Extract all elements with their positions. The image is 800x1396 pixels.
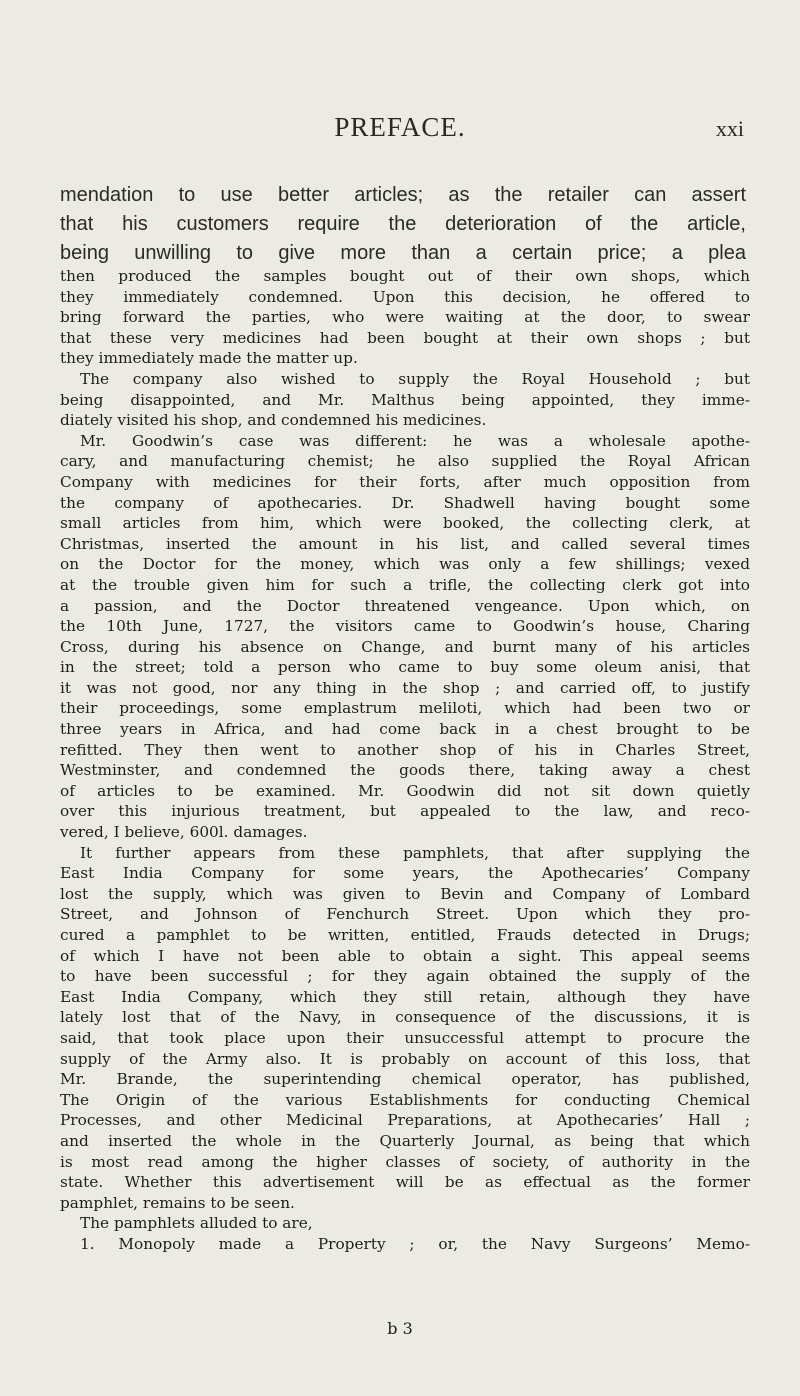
text-line: being disappointed, and Mr. Malthus being appointed, they imme- (60, 390, 750, 409)
text-line: at the trouble given him for such a trifle, the collecting clerk got into (60, 575, 750, 594)
text-line: being unwilling to give more than a certain price; a plea (60, 242, 746, 264)
text-line: Cross, during his absence on Change, and burnt many of his articles (60, 637, 750, 656)
text-line: said, that took place upon their unsuccessful attempt to procure the (60, 1028, 750, 1047)
text-line: pamphlet, remains to be seen. (60, 1193, 295, 1212)
text-line: Processes, and other Medicinal Preparations, at Apothecaries’ Hall ; (60, 1111, 750, 1130)
text-line: Mr. Goodwin’s case was different: he was a wholesale apothe- (80, 431, 750, 450)
running-head-title: PREFACE. (334, 112, 466, 142)
text-line: Company with medicines for their forts, after much opposition from (60, 472, 750, 491)
text-line: Street, and Johnson of Fenchurch Street. Upon which they pro- (60, 905, 750, 924)
text-line: they immediately made the matter up. (60, 349, 358, 368)
text-line: their proceedings, some emplastrum meliloti, which had been two or (60, 699, 750, 718)
text-line: supply of the Army also. It is probably on account of this loss, that (60, 1049, 750, 1068)
text-line: the 10th June, 1727, the visitors came to Goodwin’s house, Charing (60, 617, 750, 636)
text-line: East India Company, which they still retain, although they have (60, 987, 750, 1006)
text-line: to have been successful ; for they again obtained the supply of the (60, 967, 750, 986)
text-line: Mr. Brande, the superintending chemical operator, has published, (60, 1070, 750, 1089)
text-line: of articles to be examined. Mr. Goodwin did not sit down quietly (60, 781, 750, 800)
text-line: diately visited his shop, and condemned his medicines. (60, 411, 487, 430)
text-line: The company also wished to supply the Royal Household ; but (80, 369, 750, 388)
text-line: bring forward the parties, who were waiting at the door, to swear (60, 308, 750, 327)
text-line: is most read among the higher classes of society, of authority in the (60, 1152, 750, 1171)
text-line: on the Doctor for the money, which was only a few shillings; vexed (60, 555, 750, 574)
text-line: East India Company for some years, the Apothecaries’ Company (60, 864, 750, 883)
text-line: then produced the samples bought out of their own shops, which (60, 267, 750, 285)
text-line: it was not good, nor any thing in the shop ; and carried off, to justify (60, 678, 750, 697)
text-line: The Origin of the various Establishments for conducting Chemical (60, 1090, 750, 1109)
text-line: over this injurious treatment, but appealed to the law, and reco- (60, 802, 750, 821)
text-line: that his customers require the deterioration of the article, (60, 213, 746, 235)
text-line: in the street; told a person who came to buy some oleum anisi, that (60, 658, 750, 677)
text-line: state. Whether this advertisement will be as effectual as the former (60, 1173, 750, 1192)
text-line: that these very medicines had been bought at their own shops ; but (60, 328, 750, 347)
text-line: Christmas, inserted the amount in his list, and called several times (60, 534, 750, 553)
text-line: Westminster, and condemned the goods there, taking away a chest (60, 761, 750, 780)
text-line: 1. Monopoly made a Property ; or, the Navy Surgeons’ Memo- (80, 1234, 750, 1253)
text-line: three years in Africa, and had come back in a chest brought to be (60, 720, 750, 739)
text-line: lost the supply, which was given to Bevin and Company of Lombard (60, 884, 750, 903)
text-line: The pamphlets alluded to are, (80, 1214, 313, 1233)
page-number: xxi (715, 116, 744, 141)
text-line: cary, and manufacturing chemist; he also supplied the Royal African (60, 452, 750, 471)
text-line: the company of apothecaries. Dr. Shadwell having bought some (60, 493, 750, 512)
text-line: of which I have not been able to obtain a sight. This appeal seems (60, 946, 750, 965)
text-line: refitted. They then went to another shop of his in Charles Street, (60, 740, 750, 759)
body-text (60, 266, 750, 1255)
text-line: they immediately condemned. Upon this decision, he offered to (60, 287, 750, 306)
signature-mark: b 3 (387, 1319, 413, 1338)
text-line: mendation to use better articles; as the retailer can assert (60, 184, 746, 206)
text-line: lately lost that of the Navy, in consequence of the discussions, it is (60, 1008, 750, 1027)
text-line: and inserted the whole in the Quarterly Journal, as being that which (60, 1131, 750, 1150)
running-head (0, 112, 800, 152)
text-line: It further appears from these pamphlets, that after supplying the (80, 843, 750, 862)
text-line: small articles from him, which were booked, the collecting clerk, at (60, 514, 750, 533)
lead-paragraph (60, 181, 746, 268)
text-line: a passion, and the Doctor threatened vengeance. Upon which, on (60, 596, 750, 615)
text-line: cured a pamphlet to be written, entitled, Frauds detected in Drugs; (60, 926, 750, 944)
text-line: vered, I believe, 600l. damages. (60, 823, 308, 842)
